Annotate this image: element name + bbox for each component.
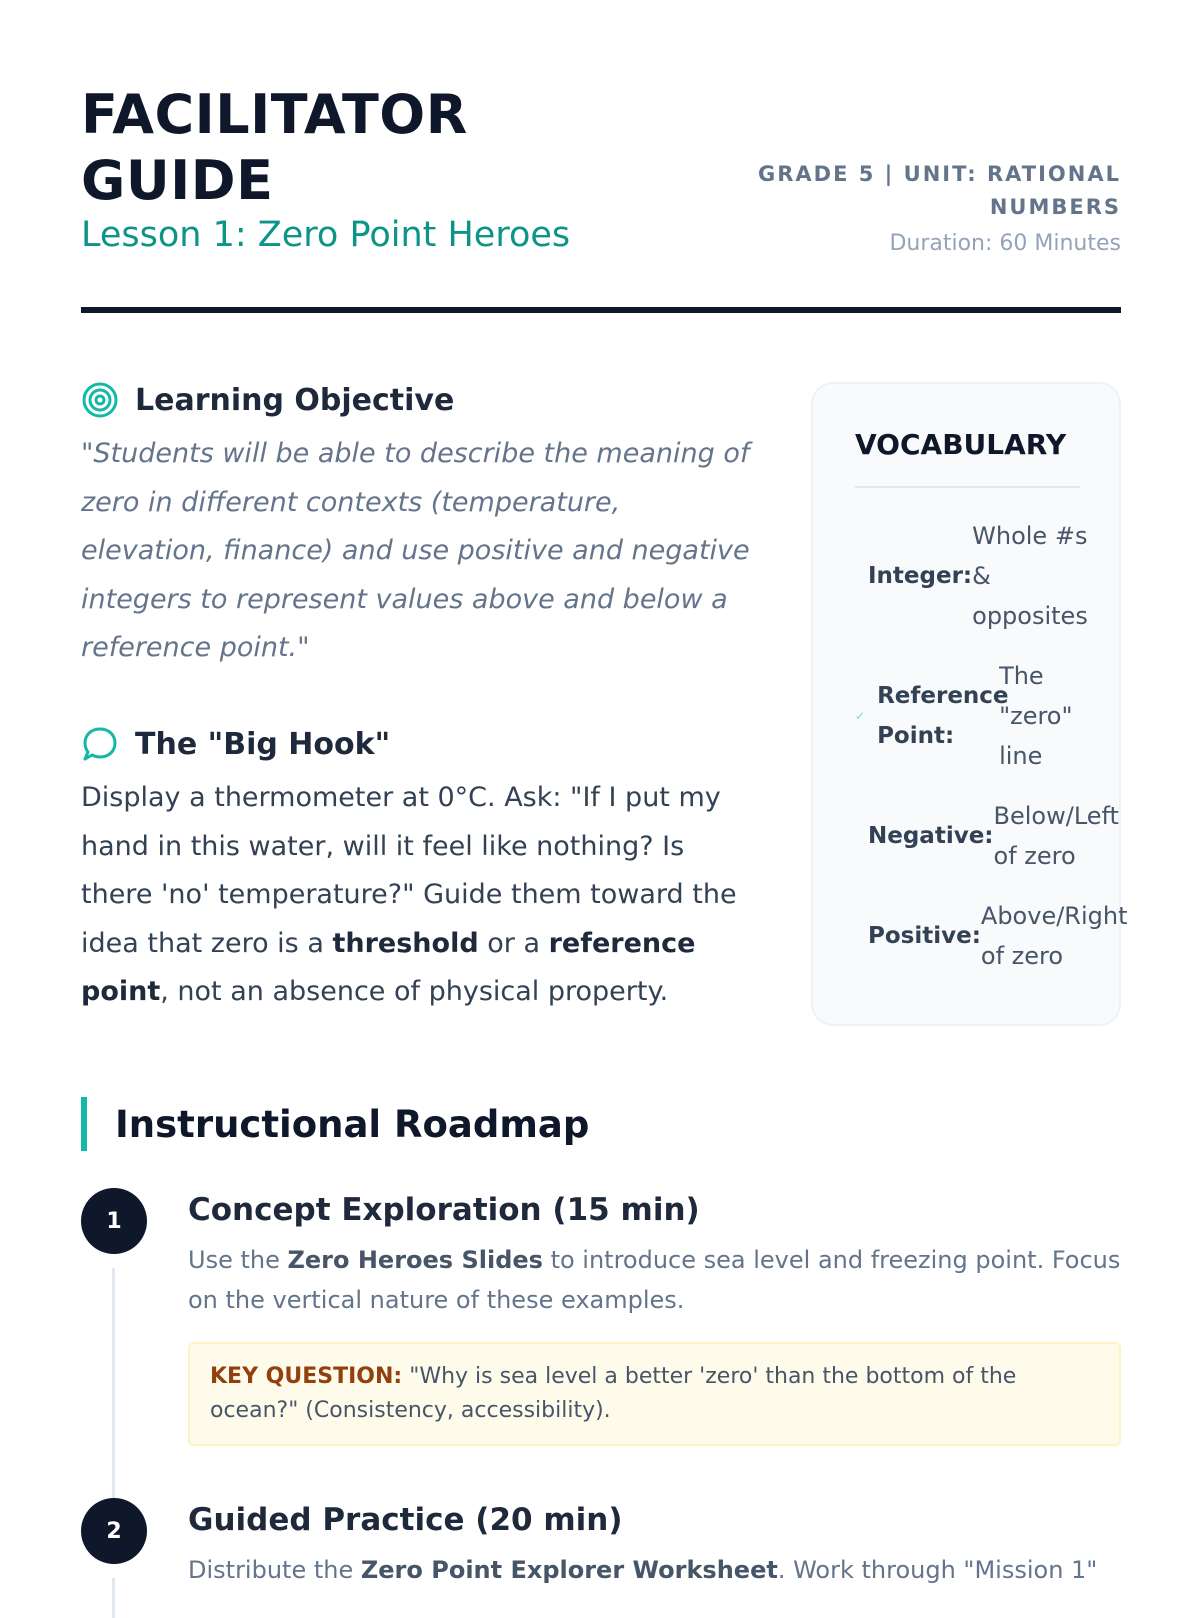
page-title-line-2: GUIDE [81, 149, 274, 212]
vocab-definition: Above/Right of zero [980, 902, 1128, 970]
vocab-item-integer [868, 516, 1092, 636]
step-body [188, 1188, 1121, 1446]
step-body [188, 1498, 1121, 1590]
vocab-term: Integer: [868, 563, 973, 589]
hook-text-part-1: Display a thermometer at 0°C. Ask: "If I put my hand in this water, will it feel like nothing? Is there 'no' temperature?" Guide them toward the idea that zero is a [81, 782, 737, 959]
page-title [81, 82, 468, 214]
hook-bold-threshold: threshold [332, 927, 479, 959]
roadmap-heading [81, 1097, 589, 1151]
header-divider [81, 307, 1121, 313]
vocab-term: Reference Point: [877, 683, 1009, 749]
step-resource-name: Zero Point Explorer Worksheet [360, 1556, 778, 1584]
vocab-definition: Below/Left of zero [993, 802, 1119, 870]
grade-unit-line-2: NUMBERS [989, 195, 1121, 219]
grade-unit-line-1: GRADE 5 | UNIT: RATIONAL [758, 162, 1121, 186]
big-hook-label: The "Big Hook" [135, 726, 391, 762]
step-resource-name: Zero Heroes Slides [287, 1246, 543, 1274]
big-hook-heading [81, 722, 761, 766]
hook-text-part-3: , not an absence of physical property. [160, 976, 669, 1007]
vocab-term: Negative: [868, 823, 994, 849]
learning-objective-text: "Students will be able to describe the meaning of zero in different contexts (temperature, elevation, finance) and use positive and negative integers to represent values above and below a reference point." [81, 438, 750, 663]
step-number-badge: 1 [81, 1188, 147, 1254]
hook-text-part-2: or a [478, 927, 549, 959]
facilitator-guide-page [81, 0, 1128, 1600]
big-hook-text [81, 774, 761, 1017]
step-connector-line [112, 1268, 115, 1526]
learning-objective-label: Learning Objective [135, 382, 455, 418]
step-connector-line [112, 1578, 115, 1618]
page-header [81, 82, 1121, 312]
page-title-line-1: FACILITATOR [81, 83, 468, 146]
learning-objective-section [81, 378, 761, 673]
step-description [188, 1550, 1121, 1590]
callout-text: "Why is sea level a better 'zero' than the bottom of the ocean?" (Consistency, accessibility). [210, 1364, 1017, 1423]
check-icon: ✓ [855, 709, 866, 723]
lesson-meta [701, 158, 1121, 264]
step-description [188, 1240, 1121, 1320]
learning-objective-heading [81, 378, 761, 422]
step-title: Guided Practice (20 min) [188, 1502, 623, 1538]
roadmap-title: Instructional Roadmap [115, 1102, 590, 1146]
speech-bubble-icon [81, 725, 119, 763]
lesson-subtitle: Lesson 1: Zero Point Heroes [81, 215, 571, 255]
vocab-term: Positive: [868, 923, 981, 949]
vocab-item-positive [868, 896, 1129, 976]
key-question-callout [188, 1342, 1121, 1446]
vocabulary-card [811, 382, 1128, 1026]
callout-label: KEY QUESTION: [210, 1364, 403, 1389]
vocabulary-title: VOCABULARY [855, 428, 1067, 461]
lesson-duration: Duration: 60 Minutes [889, 231, 1121, 256]
step-title: Concept Exploration (15 min) [188, 1192, 700, 1228]
step-text-part-1: Distribute the [188, 1556, 361, 1584]
step-number-badge: 2 [81, 1498, 147, 1564]
vocabulary-divider [855, 486, 1080, 488]
step-text-part-2: to introduce sea level and freezing point. Focus on the vertical nature of these examples. [188, 1246, 1121, 1314]
vocab-item-reference-point [855, 656, 1079, 776]
vocab-item-negative [868, 796, 1129, 876]
hook-bold-reference-point: reference point [81, 927, 696, 1007]
step-text-part-2: . Work through "Mission 1" [777, 1556, 1098, 1584]
vocab-definition: Whole #s & opposites [972, 522, 1088, 630]
big-hook-section [81, 722, 761, 1017]
vocab-definition: The "zero" line [999, 662, 1073, 770]
roadmap-accent-bar [81, 1097, 87, 1151]
step-text-part-1: Use the [188, 1246, 288, 1274]
target-icon [81, 381, 119, 419]
